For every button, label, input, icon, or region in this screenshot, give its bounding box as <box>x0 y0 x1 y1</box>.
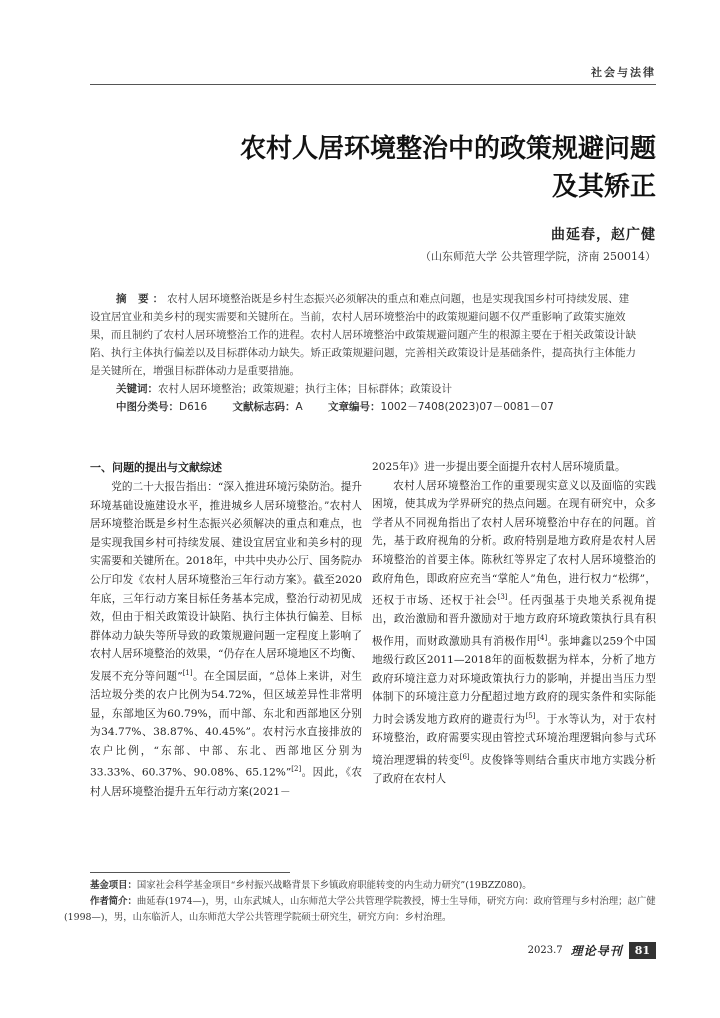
paragraph: 党的二十大报告指出：“深入推进环境污染防治。提升环境基础设施建设水平，推进城乡人居环境整治。”农村人居环境整治既是乡村生态振兴必须解决的重点和难点，也是实现我国乡村可持续发展、建设宜居宜业和美乡村的现实需要和关键所在。2018年，中共中央办公厅、国务院办公厅印发《农村人居环境整治三年行动方案》。截至2020年底，三年行动方案目标任务基本完成，整治行动初见成效，但由于相关政策设计缺陷、执行主体执行偏差、目标群体动力缺失等所导致的政策规避问题一定程度上影响了农村人居环境整治的效果，“仍存在人居环境地区不均衡、发展不充分等问题”[1]。在全国层面，“总体上来讲，对生活垃圾分类的农户比例为54.72%，但区域差异性非常明显，东部地区为60.79%，而中部、东北和西部地区分别为34.77%、38.87%、40.45%”。农村污水直接排放的农户比例，“东部、中部、东北、西部地区分别为33.33%、60.37%、90.08%、65.12%”[2]。因此，《农村人居环境整治提升五年行动方案(2021－ <box>90 481 362 798</box>
abstract-block <box>90 290 638 416</box>
article-title <box>240 130 656 206</box>
clc-value: D616 <box>179 401 208 413</box>
author-note: 作者简介：曲延春(1974—)，男，山东武城人，山东师范大学公共管理学院教授，博士生导师，研究方向：政府管理与乡村治理；赵广健(1998—)，男，山东临沂人，山东师范大学公共管理学院硕士研究生，研究方向：乡村治理。 <box>64 896 656 923</box>
paragraph: 2025年)》进一步提出要全面提升农村人居环境质量。 <box>372 461 626 473</box>
citation-ref: [2] <box>291 765 302 774</box>
citation-ref: [3] <box>497 593 508 602</box>
article-label: 文章编号： <box>328 401 381 413</box>
body-column-left <box>90 458 362 801</box>
classification-line <box>116 398 638 416</box>
authors: 曲延春，赵广健 <box>551 227 656 243</box>
page-footer <box>528 942 656 959</box>
citation-ref: [1] <box>182 668 193 677</box>
author-label: 作者简介： <box>90 896 137 907</box>
abstract-label: 摘 要： <box>116 293 168 305</box>
body-column-right <box>372 458 656 788</box>
abstract <box>90 290 638 380</box>
keywords-label: 关键词： <box>116 383 158 395</box>
keywords <box>116 380 638 398</box>
citation-ref: [6] <box>459 752 470 761</box>
section-heading: 一、问题的提出与文献综述 <box>90 461 222 474</box>
title-line-1: 农村人居环境整治中的政策规避问题 <box>239 134 656 164</box>
citation-ref: [5] <box>525 711 536 720</box>
abstract-text: 农村人居环境整治既是乡村生态振兴必须解决的重点和难点问题，也是实现我国乡村可持续发展、建设宜居宜业和美乡村的现实需要和关键所在。当前，农村人居环境整治中的政策规避问题不仅严重影响了政策实施效果，而且制约了农村人居环境整治工作的进程。农村人居环境整治中政策规避问题产生的根源主要在于相关政策设计缺陷、执行主体执行偏差以及目标群体动力缺失。矫正政策规避问题，完善相关政策设计是基础条件，提高执行主体能力是关键所在，增强目标群体动力是重要措施。 <box>90 293 636 377</box>
fund-note: 基金项目：国家社会科学基金项目“乡村振兴战略背景下乡镇政府职能转变的内生动力研究”(19BZZ080)。 <box>90 880 532 891</box>
citation-ref: [4] <box>537 633 548 642</box>
title-line-2: 及其矫正 <box>551 172 656 202</box>
doc-label: 文献标志码： <box>232 401 296 413</box>
section-tag: 社会与法律 <box>591 66 656 79</box>
clc-label: 中图分类号： <box>116 401 179 413</box>
journal-name: 理论导刊 <box>570 944 623 958</box>
affiliation: （山东师范大学 公共管理学院，济南 250014） <box>420 250 656 263</box>
footnotes <box>64 878 656 926</box>
footnote-rule <box>90 872 290 873</box>
issue-date: 2023.7 <box>527 945 563 956</box>
doc-value: A <box>295 401 303 413</box>
fund-label: 基金项目： <box>90 880 137 891</box>
article-value: 1002－7408(2023)07－0081－07 <box>380 401 554 413</box>
keywords-text: 农村人居环境整治；政策规避；执行主体；目标群体；政策设计 <box>158 383 452 395</box>
page-number: 81 <box>629 942 656 959</box>
header-rule <box>90 84 656 85</box>
paragraph: 农村人居环境整治工作的重要现实意义以及面临的实践困境，使其成为学界研究的热点问题。在现有研究中，众多学者从不同视角指出了农村人居环境整治中存在的问题。首先，基于政府视角的分析。政府特别是地方政府是农村人居环境整治的首要主体。陈秋红等界定了农村人居环境整治的政府角色，即政府应充当“掌舵人”角色，进行权力“松绑”，还权于市场、还权于社会[3]。任丙强基于央地关系视角提出，政治激励和晋升激励对于地方政府环境政策执行具有积极作用，而财政激励具有消极作用[4]。张坤鑫以259个中国地级行政区2011—2018年的面板数据为样本，分析了地方政府环境注意力对环境政策执行力的影响，并提出当压力型体制下的环境注意力分配超过地方政府的现实条件和实际能力时会诱发地方政府的避责行为[5]。于水等认为，对于农村环境整治，政府需要实现由管控式环境治理逻辑向参与式环境治理逻辑的转变[6]。皮俊锋等则结合重庆市地方实践分析了政府在农村人 <box>372 479 657 785</box>
